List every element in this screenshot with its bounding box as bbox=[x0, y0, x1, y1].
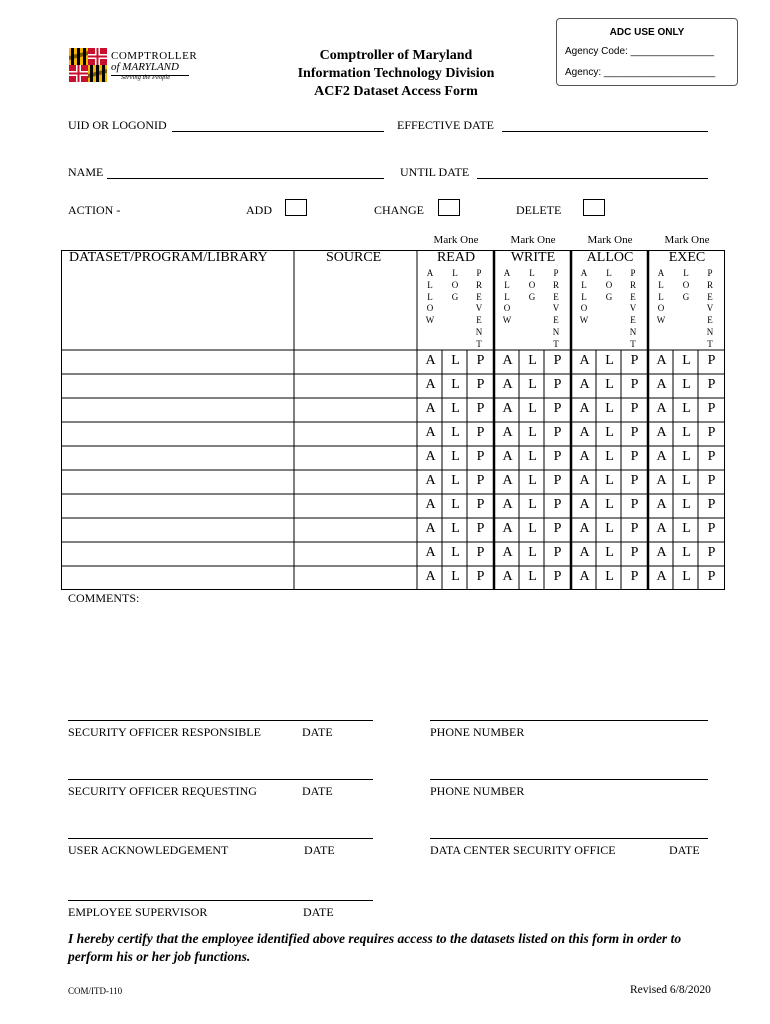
exec-allow-option[interactable]: A bbox=[656, 377, 667, 392]
dataset-cell[interactable] bbox=[62, 566, 293, 589]
phone-number-label-2: PHONE NUMBER bbox=[430, 784, 525, 798]
write-log-option[interactable]: L bbox=[528, 569, 537, 584]
write-log-option[interactable]: L bbox=[528, 425, 537, 440]
form-number: COM/ITD-110 bbox=[68, 986, 123, 996]
exec-log-option[interactable]: L bbox=[682, 449, 691, 464]
exec-header: EXEC bbox=[668, 250, 706, 265]
add-label: ADD bbox=[246, 203, 272, 217]
write-prevent-option[interactable]: P bbox=[553, 425, 562, 440]
sec-officer-requesting-line[interactable] bbox=[68, 779, 373, 780]
exec-allow-option[interactable]: A bbox=[656, 449, 667, 464]
exec-allow-option[interactable]: A bbox=[656, 353, 667, 368]
table-row bbox=[61, 398, 725, 422]
alloc-allow-option[interactable]: A bbox=[579, 425, 590, 440]
source-cell[interactable] bbox=[295, 518, 416, 541]
write-log-option[interactable]: L bbox=[528, 497, 537, 512]
read-allow-option[interactable]: A bbox=[425, 545, 436, 560]
table-row bbox=[61, 470, 725, 494]
alloc-allow-option[interactable]: A bbox=[579, 521, 590, 536]
read-log-option[interactable]: L bbox=[451, 377, 460, 392]
write-log-option[interactable]: L bbox=[528, 401, 537, 416]
read-allow-option[interactable]: A bbox=[425, 425, 436, 440]
source-cell[interactable] bbox=[295, 470, 416, 493]
read-prevent-option[interactable]: P bbox=[476, 521, 485, 536]
write-prevent-option[interactable]: P bbox=[553, 545, 562, 560]
table-row bbox=[61, 374, 725, 398]
read-log-option[interactable]: L bbox=[451, 569, 460, 584]
name-input[interactable] bbox=[107, 178, 384, 179]
write-allow-option[interactable]: A bbox=[502, 521, 513, 536]
change-label: CHANGE bbox=[374, 203, 424, 217]
table-row bbox=[61, 350, 725, 374]
write-allow-option[interactable]: A bbox=[502, 497, 513, 512]
uid-input[interactable] bbox=[172, 131, 384, 132]
write-prevent-option[interactable]: P bbox=[553, 521, 562, 536]
dataset-cell[interactable] bbox=[62, 398, 293, 421]
exec-prevent-option[interactable]: P bbox=[707, 473, 716, 488]
alloc-allow-option[interactable]: A bbox=[579, 401, 590, 416]
dataset-cell[interactable] bbox=[62, 470, 293, 493]
read-allow-option[interactable]: A bbox=[425, 377, 436, 392]
read-prevent-option[interactable]: P bbox=[476, 425, 485, 440]
alloc-log-option[interactable]: L bbox=[605, 473, 614, 488]
sec-officer-responsible-line[interactable] bbox=[68, 720, 373, 721]
delete-label: DELETE bbox=[516, 203, 562, 217]
mark-one-write: Mark One bbox=[510, 234, 556, 246]
table-row bbox=[61, 494, 725, 518]
add-checkbox[interactable] bbox=[285, 199, 307, 216]
date-label-1: DATE bbox=[302, 725, 333, 739]
write-prevent-option[interactable]: P bbox=[553, 473, 562, 488]
exec-prevent-label: P R E V E N T bbox=[706, 268, 714, 349]
dataset-column-header: DATASET/PROGRAM/LIBRARY bbox=[69, 250, 268, 265]
comptroller-logo bbox=[69, 46, 198, 84]
read-log-option[interactable]: L bbox=[451, 521, 460, 536]
adc-title: ADC USE ONLY bbox=[609, 27, 685, 38]
agency-code-field[interactable]: Agency Code: _______________ bbox=[565, 46, 715, 57]
alloc-allow-option[interactable]: A bbox=[579, 497, 590, 512]
exec-prevent-option[interactable]: P bbox=[707, 401, 716, 416]
alloc-allow-option[interactable]: A bbox=[579, 377, 590, 392]
write-prevent-option[interactable]: P bbox=[553, 497, 562, 512]
dataset-cell[interactable] bbox=[62, 446, 293, 469]
employee-supervisor-label: EMPLOYEE SUPERVISOR bbox=[68, 905, 208, 919]
write-log-option[interactable]: L bbox=[528, 449, 537, 464]
alloc-allow-option[interactable]: A bbox=[579, 449, 590, 464]
read-log-label: L O G bbox=[451, 268, 459, 302]
phone-number-line-1[interactable] bbox=[430, 720, 708, 721]
change-checkbox[interactable] bbox=[438, 199, 460, 216]
exec-log-option[interactable]: L bbox=[682, 401, 691, 416]
alloc-allow-option[interactable]: A bbox=[579, 569, 590, 584]
table-row bbox=[61, 566, 725, 590]
exec-allow-option[interactable]: A bbox=[656, 401, 667, 416]
write-log-option[interactable]: L bbox=[528, 521, 537, 536]
exec-allow-option[interactable]: A bbox=[656, 545, 667, 560]
date-label-2: DATE bbox=[302, 784, 333, 798]
alloc-prevent-label: P R E V E N T bbox=[629, 268, 637, 349]
read-allow-option[interactable]: A bbox=[425, 497, 436, 512]
read-prevent-option[interactable]: P bbox=[476, 473, 485, 488]
revised-date: Revised 6/8/2020 bbox=[630, 984, 711, 996]
until-date-input[interactable] bbox=[477, 178, 708, 179]
alloc-prevent-option[interactable]: P bbox=[630, 353, 639, 368]
user-acknowledgement-label: USER ACKNOWLEDGEMENT bbox=[68, 843, 229, 857]
dataset-access-table bbox=[61, 250, 725, 590]
exec-log-option[interactable]: L bbox=[682, 569, 691, 584]
exec-log-option[interactable]: L bbox=[682, 425, 691, 440]
header-line1: Comptroller of Maryland bbox=[319, 48, 473, 63]
read-allow-option[interactable]: A bbox=[425, 353, 436, 368]
dataset-cell[interactable] bbox=[62, 374, 293, 397]
exec-prevent-option[interactable]: P bbox=[707, 425, 716, 440]
alloc-log-option[interactable]: L bbox=[605, 353, 614, 368]
sec-officer-responsible-label: SECURITY OFFICER RESPONSIBLE bbox=[68, 725, 261, 739]
phone-number-line-2[interactable] bbox=[430, 779, 708, 780]
page-title: ACF2 Dataset Access Form bbox=[314, 84, 478, 99]
read-log-option[interactable]: L bbox=[451, 425, 460, 440]
write-allow-option[interactable]: A bbox=[502, 473, 513, 488]
source-column-header: SOURCE bbox=[326, 250, 382, 265]
read-prevent-option[interactable]: P bbox=[476, 497, 485, 512]
write-header: WRITE bbox=[510, 250, 556, 265]
exec-prevent-option[interactable]: P bbox=[707, 449, 716, 464]
dataset-cell[interactable] bbox=[62, 494, 293, 517]
read-allow-label: A L L O W bbox=[425, 268, 435, 326]
write-allow-option[interactable]: A bbox=[502, 353, 513, 368]
mark-one-alloc: Mark One bbox=[587, 234, 633, 246]
adc-use-only-box bbox=[556, 18, 738, 86]
read-log-option[interactable]: L bbox=[451, 401, 460, 416]
employee-supervisor-line[interactable] bbox=[68, 900, 373, 901]
alloc-log-option[interactable]: L bbox=[605, 425, 614, 440]
maryland-flag-icon bbox=[69, 48, 107, 82]
write-allow-option[interactable]: A bbox=[502, 569, 513, 584]
exec-allow-option[interactable]: A bbox=[656, 497, 667, 512]
alloc-log-option[interactable]: L bbox=[605, 569, 614, 584]
exec-prevent-option[interactable]: P bbox=[707, 377, 716, 392]
name-label: NAME bbox=[68, 165, 104, 179]
action-label: ACTION - bbox=[68, 203, 121, 217]
read-prevent-label: P R E V E N T bbox=[475, 268, 483, 349]
exec-prevent-option[interactable]: P bbox=[707, 353, 716, 368]
comments-input[interactable] bbox=[68, 610, 708, 705]
read-log-option[interactable]: L bbox=[451, 449, 460, 464]
write-allow-label: A L L O W bbox=[502, 268, 512, 326]
phone-number-label-1: PHONE NUMBER bbox=[430, 725, 525, 739]
read-header: READ bbox=[436, 250, 476, 265]
write-prevent-option[interactable]: P bbox=[553, 569, 562, 584]
read-prevent-option[interactable]: P bbox=[476, 449, 485, 464]
logo-line1: COMPTROLLER bbox=[111, 50, 198, 62]
source-cell[interactable] bbox=[295, 446, 416, 469]
effective-date-input[interactable] bbox=[502, 131, 708, 132]
dataset-cell[interactable] bbox=[62, 422, 293, 445]
write-prevent-option[interactable]: P bbox=[553, 377, 562, 392]
exec-log-option[interactable]: L bbox=[682, 497, 691, 512]
exec-allow-option[interactable]: A bbox=[656, 425, 667, 440]
data-center-security-line[interactable] bbox=[430, 838, 708, 839]
read-log-option[interactable]: L bbox=[451, 497, 460, 512]
comments-label: COMMENTS: bbox=[68, 591, 140, 605]
write-allow-option[interactable]: A bbox=[502, 545, 513, 560]
alloc-log-option[interactable]: L bbox=[605, 401, 614, 416]
source-cell[interactable] bbox=[295, 350, 416, 373]
alloc-prevent-option[interactable]: P bbox=[630, 545, 639, 560]
exec-log-option[interactable]: L bbox=[682, 521, 691, 536]
write-log-option[interactable]: L bbox=[528, 353, 537, 368]
certification-statement: I hereby certify that the employee identified above requires access to the datasets listed on this form in order to perform his or her job functions. bbox=[68, 931, 682, 964]
alloc-prevent-option[interactable]: P bbox=[630, 569, 639, 584]
exec-allow-option[interactable]: A bbox=[656, 521, 667, 536]
alloc-allow-label: A L L O W bbox=[579, 268, 589, 326]
exec-log-option[interactable]: L bbox=[682, 353, 691, 368]
alloc-prevent-option[interactable]: P bbox=[630, 449, 639, 464]
user-acknowledgement-line[interactable] bbox=[68, 838, 373, 839]
alloc-prevent-option[interactable]: P bbox=[630, 425, 639, 440]
exec-prevent-option[interactable]: P bbox=[707, 521, 716, 536]
uid-label: UID OR LOGONID bbox=[68, 118, 167, 132]
mark-one-exec: Mark One bbox=[664, 234, 710, 246]
write-prevent-option[interactable]: P bbox=[553, 353, 562, 368]
read-log-option[interactable]: L bbox=[451, 473, 460, 488]
agency-field[interactable]: Agency: ____________________ bbox=[565, 67, 716, 78]
source-cell[interactable] bbox=[295, 422, 416, 445]
alloc-allow-option[interactable]: A bbox=[579, 473, 590, 488]
write-log-label: L O G bbox=[528, 268, 536, 302]
alloc-log-option[interactable]: L bbox=[605, 377, 614, 392]
write-allow-option[interactable]: A bbox=[502, 401, 513, 416]
exec-prevent-option[interactable]: P bbox=[707, 569, 716, 584]
read-log-option[interactable]: L bbox=[451, 545, 460, 560]
sec-officer-requesting-label: SECURITY OFFICER REQUESTING bbox=[68, 784, 257, 798]
alloc-log-option[interactable]: L bbox=[605, 521, 614, 536]
date-label-5: DATE bbox=[303, 905, 334, 919]
dataset-cell[interactable] bbox=[62, 542, 293, 565]
table-row bbox=[61, 542, 725, 566]
alloc-prevent-option[interactable]: P bbox=[630, 377, 639, 392]
alloc-log-option[interactable]: L bbox=[605, 545, 614, 560]
read-allow-option[interactable]: A bbox=[425, 569, 436, 584]
read-prevent-option[interactable]: P bbox=[476, 569, 485, 584]
read-prevent-option[interactable]: P bbox=[476, 401, 485, 416]
date-label-4: DATE bbox=[669, 843, 700, 857]
write-prevent-label: P R E V E N T bbox=[552, 268, 560, 349]
read-allow-option[interactable]: A bbox=[425, 521, 436, 536]
alloc-allow-option[interactable]: A bbox=[579, 545, 590, 560]
exec-prevent-option[interactable]: P bbox=[707, 497, 716, 512]
data-center-security-label: DATA CENTER SECURITY OFFICE bbox=[430, 843, 616, 857]
delete-checkbox[interactable] bbox=[583, 199, 605, 216]
effective-date-label: EFFECTIVE DATE bbox=[397, 118, 494, 132]
read-allow-option[interactable]: A bbox=[425, 401, 436, 416]
read-prevent-option[interactable]: P bbox=[476, 545, 485, 560]
write-prevent-option[interactable]: P bbox=[553, 449, 562, 464]
dataset-cell[interactable] bbox=[62, 518, 293, 541]
exec-allow-label: A L L O W bbox=[656, 268, 666, 326]
table-row bbox=[61, 446, 725, 470]
write-allow-option[interactable]: A bbox=[502, 425, 513, 440]
source-cell[interactable] bbox=[295, 398, 416, 421]
until-date-label: UNTIL DATE bbox=[400, 165, 470, 179]
write-log-option[interactable]: L bbox=[528, 377, 537, 392]
table-row bbox=[61, 422, 725, 446]
date-label-3: DATE bbox=[304, 843, 335, 857]
write-allow-option[interactable]: A bbox=[502, 377, 513, 392]
source-cell[interactable] bbox=[295, 542, 416, 565]
exec-log-option[interactable]: L bbox=[682, 377, 691, 392]
logo-tagline: Serving the People bbox=[121, 74, 171, 81]
alloc-header: ALLOC bbox=[586, 250, 634, 265]
write-prevent-option[interactable]: P bbox=[553, 401, 562, 416]
alloc-log-option[interactable]: L bbox=[605, 497, 614, 512]
read-prevent-option[interactable]: P bbox=[476, 353, 485, 368]
header-line2: Information Technology Division bbox=[297, 66, 495, 81]
exec-log-label: L O G bbox=[682, 268, 690, 302]
write-log-option[interactable]: L bbox=[528, 473, 537, 488]
alloc-prevent-option[interactable]: P bbox=[630, 521, 639, 536]
source-cell[interactable] bbox=[295, 566, 416, 589]
exec-allow-option[interactable]: A bbox=[656, 473, 667, 488]
alloc-log-label: L O G bbox=[605, 268, 613, 302]
read-allow-option[interactable]: A bbox=[425, 473, 436, 488]
read-allow-option[interactable]: A bbox=[425, 449, 436, 464]
dataset-cell[interactable] bbox=[62, 350, 293, 373]
exec-prevent-option[interactable]: P bbox=[707, 545, 716, 560]
exec-log-option[interactable]: L bbox=[682, 545, 691, 560]
alloc-prevent-option[interactable]: P bbox=[630, 401, 639, 416]
alloc-prevent-option[interactable]: P bbox=[630, 497, 639, 512]
read-log-option[interactable]: L bbox=[451, 353, 460, 368]
source-cell[interactable] bbox=[295, 494, 416, 517]
logo-line2: of MARYLAND bbox=[111, 61, 179, 73]
exec-allow-option[interactable]: A bbox=[656, 569, 667, 584]
write-allow-option[interactable]: A bbox=[502, 449, 513, 464]
table-row bbox=[61, 518, 725, 542]
source-cell[interactable] bbox=[295, 374, 416, 397]
exec-log-option[interactable]: L bbox=[682, 473, 691, 488]
alloc-prevent-option[interactable]: P bbox=[630, 473, 639, 488]
write-log-option[interactable]: L bbox=[528, 545, 537, 560]
alloc-log-option[interactable]: L bbox=[605, 449, 614, 464]
mark-one-read: Mark One bbox=[433, 234, 479, 246]
alloc-allow-option[interactable]: A bbox=[579, 353, 590, 368]
read-prevent-option[interactable]: P bbox=[476, 377, 485, 392]
